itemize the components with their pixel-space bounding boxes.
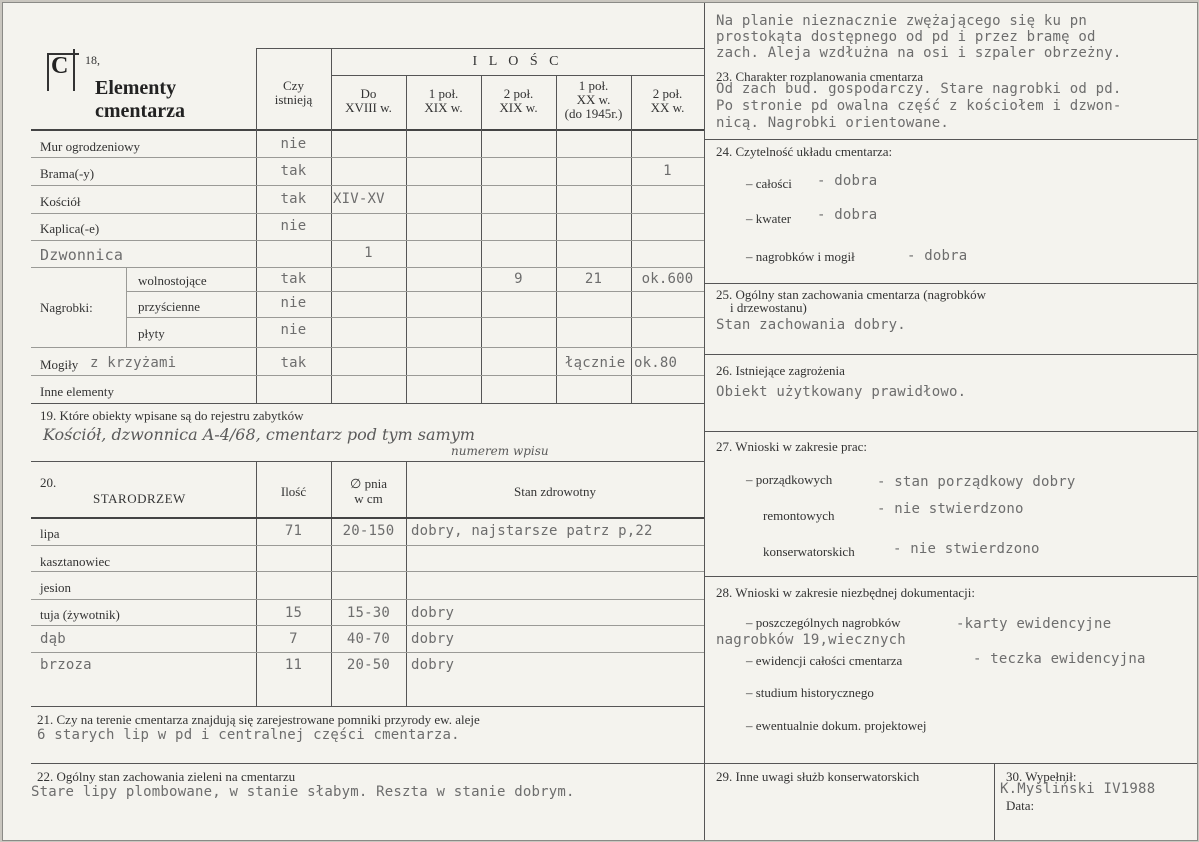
- starodrzew-col-pnia: ∅ pnia w cm: [350, 476, 387, 506]
- mogily-label: Mogiły: [40, 357, 79, 372]
- tree-count-0: 71: [284, 523, 303, 539]
- col-xix2: 2 poł. XIX w.: [499, 86, 538, 115]
- tree-state-3: dobry: [411, 605, 455, 621]
- q24-item-nagrobkow: – nagrobków i mogił: [746, 249, 855, 264]
- tree-diam-0: 20-150: [342, 523, 395, 539]
- q26-text: Obiekt użytkowany prawidłowo.: [716, 384, 967, 400]
- mogily-total: łącznie ok.80: [565, 355, 678, 371]
- q26-label: 26. Istniejące zagrożenia: [716, 363, 845, 378]
- q27-value-konserwatorskich: - nie stwierdzono: [893, 541, 1040, 557]
- tree-diam-5: 20-50: [346, 657, 391, 673]
- q27-value-porzadkowych: - stan porządkowy dobry: [877, 474, 1076, 490]
- q30-date-label: Data:: [1006, 798, 1035, 813]
- q23-text: Od zach bud. gospodarczy. Stare nagrobki od pd. Po stronie pd owalna część z kościołem i dzwon- nicą. Nagrobki orientowane.: [716, 81, 1122, 131]
- nagrobki-wolnostojace-xx1: 21: [584, 271, 603, 287]
- nagrobki-wolnostojace-xx2: ok.600: [641, 271, 694, 287]
- starodrzew-title: STARODRZEW: [93, 491, 186, 506]
- row-exists-kaplica: nie: [280, 218, 307, 234]
- q28-item-2: – ewidencji całości cmentarza: [746, 653, 903, 668]
- nagrobki-plyty-exists: nie: [280, 322, 307, 338]
- q29-label: 29. Inne uwagi służb konserwatorskich: [716, 769, 920, 784]
- q30-label: 30. Wypełnił:: [1006, 769, 1077, 784]
- q24-value-kwater: - dobra: [817, 207, 878, 223]
- nagrobki-plyty: płyty: [138, 326, 165, 341]
- q25-label: 25. Ogólny stan zachowania cmentarza (nagrobków i drzewostanu): [716, 287, 987, 315]
- starodrzew-col-ilosc: Ilość: [280, 484, 307, 499]
- tree-name-4: dąb: [40, 631, 66, 647]
- tree-count-5: 11: [284, 657, 303, 673]
- q28-item-1: – poszczególnych nagrobków: [746, 615, 901, 630]
- nagrobki-label: Nagrobki:: [40, 300, 93, 315]
- tree-diam-3: 15-30: [346, 605, 391, 621]
- q27-item-konserwatorskich: konserwatorskich: [763, 544, 855, 559]
- title-line2: cmentarza: [95, 100, 185, 122]
- col-xviii: Do XVIII w.: [345, 86, 392, 115]
- q27-value-remontowych: - nie stwierdzono: [877, 501, 1024, 517]
- q22-label: 22. Ogólny stan zachowania zieleni na cmentarzu: [37, 769, 296, 784]
- q24-value-calosci: - dobra: [817, 173, 878, 189]
- q25-text: Stan zachowania dobry.: [716, 317, 906, 333]
- row-label-kosciol: Kościół: [40, 194, 81, 209]
- row-xx2-brama: 1: [663, 163, 672, 179]
- mogily-exists: tak: [280, 355, 307, 371]
- tree-name-0: lipa: [40, 526, 60, 541]
- tree-name-3: tuja (żywotnik): [40, 607, 120, 622]
- q23-plan-text: Na planie nieznacznie zwężającego się ku pn prostokąta dostępnego od pd i przez bramę od zach. Aleja wzdłużna na osi i szpaler obrzeżny.: [716, 13, 1122, 61]
- row-label-dzwonnica: Dzwonnica: [40, 246, 124, 264]
- tree-name-5: brzoza: [40, 657, 92, 673]
- row-xviii-kosciol: XIV-XV: [333, 191, 385, 207]
- col-xx2: 2 poł. XX w.: [650, 86, 685, 115]
- col-xx1: 1 poł. XX w. (do 1945r.): [564, 78, 623, 121]
- tree-name-2: jesion: [40, 580, 72, 595]
- tree-state-0: dobry, najstarsze patrz p,22: [411, 523, 653, 539]
- tree-state-5: dobry: [411, 657, 455, 673]
- row-label-brama: Brama(-y): [40, 166, 95, 181]
- q28-item-4: – ewentualnie dokum. projektowej: [746, 718, 927, 733]
- q28-label: 28. Wnioski w zakresie niezbędnej dokumentacji:: [716, 585, 975, 600]
- inne-label: Inne elementy: [40, 384, 114, 399]
- q24-value-nagrobkow: - dobra: [907, 248, 968, 264]
- q27-item-remontowych: remontowych: [763, 508, 835, 523]
- row-xviii-dzwonnica: 1: [364, 245, 373, 261]
- q24-item-kwater: – kwater: [746, 211, 792, 226]
- nagrobki-przyscienne-exists: nie: [280, 295, 307, 311]
- q24-label: 24. Czytelność układu cmentarza:: [716, 144, 893, 159]
- row-label-mur: Mur ogrodzeniowy: [40, 139, 141, 154]
- row-label-kaplica: Kaplica(-e): [40, 221, 100, 236]
- q23-label: 23. Charakter rozplanowania cmentarza: [716, 69, 924, 84]
- tree-state-4: dobry: [411, 631, 455, 647]
- col-czy-istnieja: Czy istnieją: [274, 78, 313, 107]
- col-xix1: 1 poł. XIX w.: [424, 86, 463, 115]
- tree-count-3: 15: [284, 605, 303, 621]
- row-exists-kosciol: tak: [280, 191, 307, 207]
- q28-item-2-value: - teczka ewidencyjna: [973, 651, 1146, 667]
- record-card: [2, 2, 1198, 841]
- row-exists-brama: tak: [280, 163, 307, 179]
- q19-handwriting-2: numerem wpisu: [451, 444, 549, 458]
- mogily-typed: z krzyżami: [90, 355, 177, 371]
- nagrobki-wolnostojace-exists: tak: [280, 271, 307, 287]
- q21-answer: 6 starych lip w pd i centralnej części cmentarza.: [37, 727, 460, 743]
- col-ilosc: I L O Ś C: [472, 54, 563, 69]
- starodrzew-num: 20.: [40, 475, 57, 490]
- q28-item-1-value-2: nagrobków 19,wiecznych: [716, 632, 906, 648]
- q28-item-1-value: -karty ewidencyjne: [956, 616, 1112, 632]
- section-letter: C: [51, 53, 69, 79]
- center-divider: [704, 3, 705, 840]
- q22-answer: Stare lipy plombowane, w stanie słabym. Reszta w stanie dobrym.: [31, 784, 575, 800]
- q27-label: 27. Wnioski w zakresie prac:: [716, 439, 868, 454]
- q21-label: 21. Czy na terenie cmentarza znajdują się zarejestrowane pomniki przyrody ew. aleje: [37, 712, 480, 727]
- q27-item-porzadkowych: – porządkowych: [746, 472, 833, 487]
- title-line1: Elementy: [95, 77, 177, 99]
- q28-item-3: – studium historycznego: [746, 685, 874, 700]
- tree-name-1: kasztanowiec: [40, 554, 111, 569]
- nagrobki-wolnostojace: wolnostojące: [138, 273, 207, 288]
- row-exists-mur: nie: [280, 136, 307, 152]
- nagrobki-przyscienne: przyścienne: [138, 299, 201, 314]
- nagrobki-wolnostojace-xix2: 9: [514, 271, 523, 287]
- q19-handwriting-1: Kościół, dzwonnica A-4/68, cmentarz pod tym samym: [43, 425, 475, 444]
- tree-count-4: 7: [289, 631, 298, 647]
- q24-item-calosci: – całości: [746, 176, 792, 191]
- q30-value: K.Myśliński IV1988: [1000, 781, 1156, 797]
- starodrzew-col-stan: Stan zdrowotny: [514, 484, 596, 499]
- tree-diam-4: 40-70: [346, 631, 391, 647]
- q19-label: 19. Które obiekty wpisane są do rejestru zabytków: [40, 408, 304, 423]
- section-number: 18,: [85, 53, 100, 67]
